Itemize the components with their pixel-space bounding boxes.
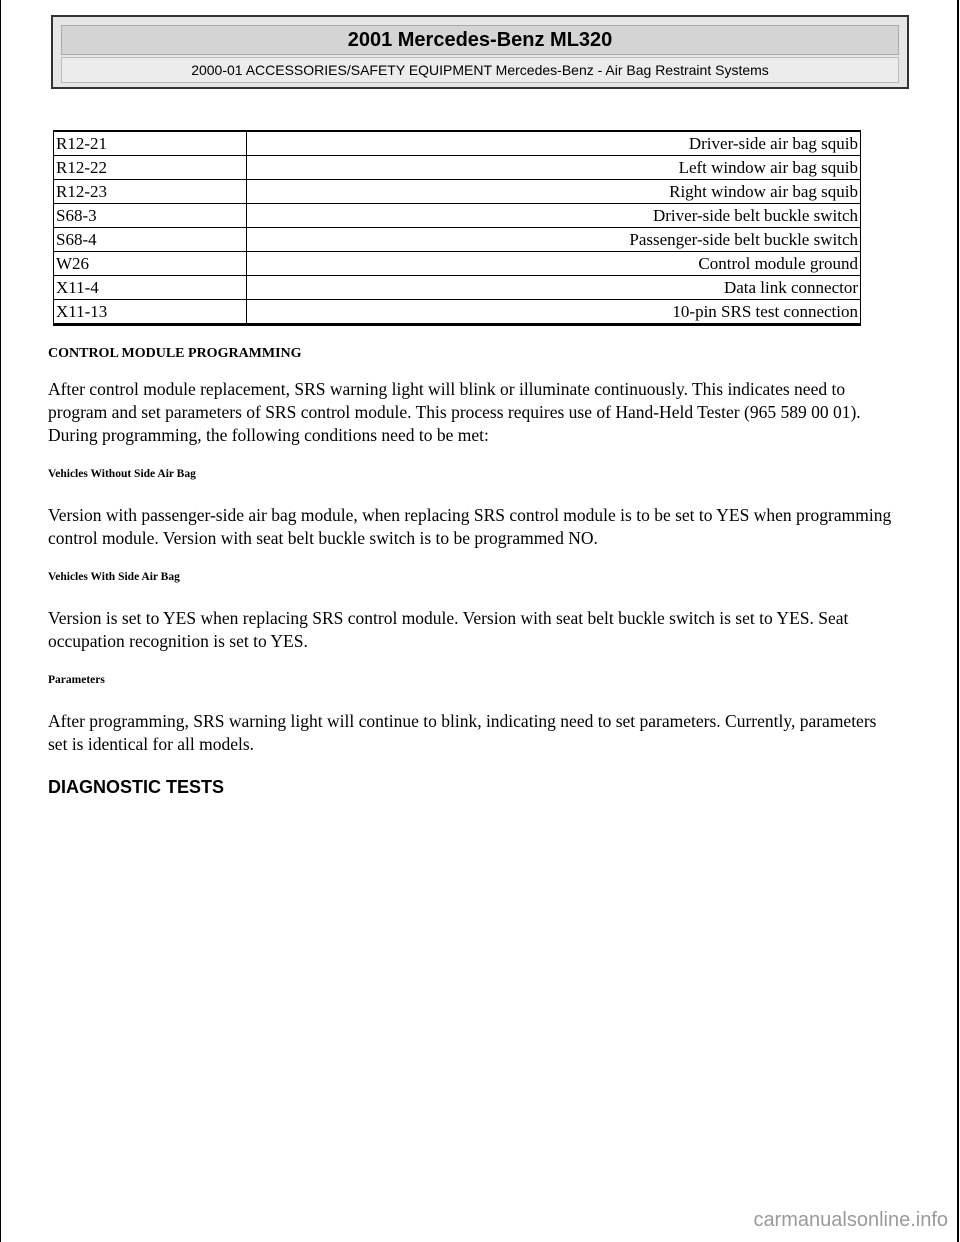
legend-description: 10-pin SRS test connection — [247, 300, 861, 325]
legend-row — [54, 228, 861, 252]
parameters-paragraph: After programming, SRS warning light will continue to blink, indicating need to set parameters. Currently, parameters set is identical for all models. — [48, 711, 877, 754]
legend-code: S68-4 — [54, 228, 247, 252]
subheading-without-side-air-bag: Vehicles Without Side Air Bag — [48, 468, 196, 480]
without-side-air-bag-paragraph: Version with passenger-side air bag module, when replacing SRS control module is to be set to YES when programming control module. Version with seat belt buckle switch is to be programmed NO. — [48, 505, 892, 548]
watermark: carmanualsonline.info — [753, 1209, 948, 1231]
intro-paragraph: After control module replacement, SRS warning light will blink or illuminate continuously. This indicates need to program and set parameters of SRS control module. This process requires use of Hand-Held Tester (965 589 00 01). During programming, the following conditions need to be met: — [48, 379, 861, 445]
legend-row — [54, 252, 861, 276]
legend-description: Control module ground — [247, 252, 861, 276]
legend-row — [54, 300, 861, 325]
legend-description: Driver-side air bag squib — [247, 131, 861, 156]
legend-description: Driver-side belt buckle switch — [247, 204, 861, 228]
legend-code: R12-23 — [54, 180, 247, 204]
subheading-parameters: Parameters — [48, 674, 105, 686]
legend-row — [54, 276, 861, 300]
legend-description: Data link connector — [247, 276, 861, 300]
document-subtitle: 2000-01 ACCESSORIES/SAFETY EQUIPMENT Mercedes-Benz - Air Bag Restraint Systems — [61, 57, 899, 83]
legend-code: R12-22 — [54, 156, 247, 180]
legend-row — [54, 180, 861, 204]
with-side-air-bag-paragraph: Version is set to YES when replacing SRS control module. Version with seat belt buckle switch is set to YES. Seat occupation recognition is set to YES. — [48, 608, 849, 651]
document-header — [51, 15, 909, 89]
component-legend-table — [53, 130, 861, 326]
page-content — [48, 346, 898, 798]
legend-code: S68-3 — [54, 204, 247, 228]
legend-description: Right window air bag squib — [247, 180, 861, 204]
diagnostic-tests-heading: DIAGNOSTIC TESTS — [48, 777, 225, 797]
section-heading: CONTROL MODULE PROGRAMMING — [48, 346, 302, 361]
legend-row — [54, 204, 861, 228]
legend-row — [54, 131, 861, 156]
subheading-with-side-air-bag: Vehicles With Side Air Bag — [48, 571, 180, 583]
legend-code: X11-4 — [54, 276, 247, 300]
legend-code: R12-21 — [54, 131, 247, 156]
legend-code: X11-13 — [54, 300, 247, 325]
document-title: 2001 Mercedes-Benz ML320 — [61, 25, 899, 55]
legend-code: W26 — [54, 252, 247, 276]
legend-description: Passenger-side belt buckle switch — [247, 228, 861, 252]
legend-description: Left window air bag squib — [247, 156, 861, 180]
legend-row — [54, 156, 861, 180]
